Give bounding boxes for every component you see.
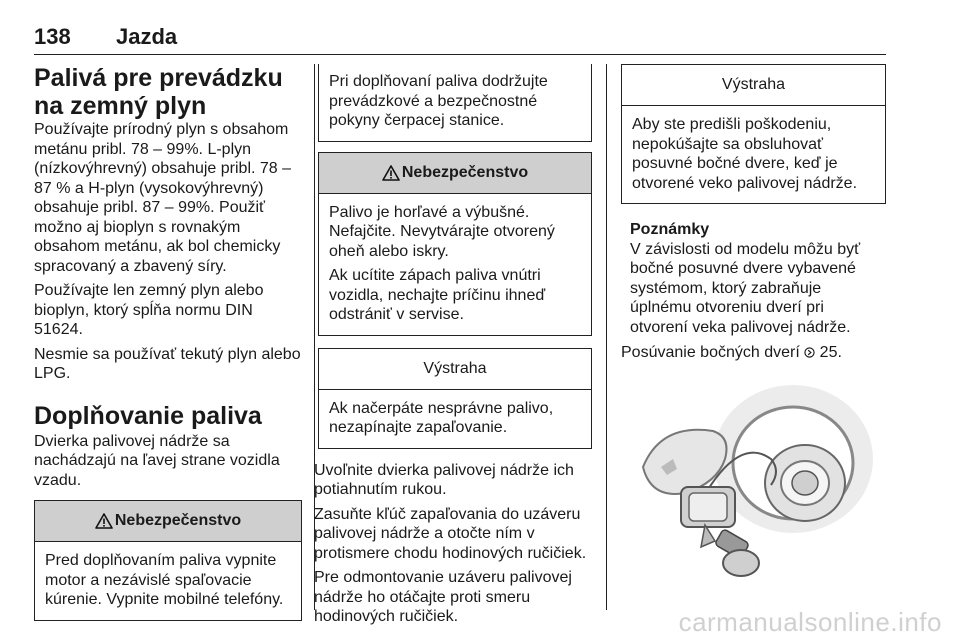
paragraph: Zasuňte kľúč zapaľovania do uzáveru palivovej nádrže a otočte ním v protismere chodu hodinových ručičiek. [314, 505, 587, 562]
paragraph: Nesmie sa používať tekutý plyn alebo LPG. [34, 345, 301, 382]
danger-box-header [319, 153, 591, 194]
danger-box-text: Pred doplňovaním paliva vypnite motor a nezávislé spaľovacie kúrenie. Vypnite mobilné telefóny. [45, 552, 284, 608]
watermark: carmanualsonline.info [678, 607, 942, 637]
column-right [621, 64, 886, 586]
danger-box-title: Nebezpečenstvo [401, 163, 529, 181]
danger-box-text: Palivo je horľavé a výbušné. Nefajčite. Nevytvárajte otvorený oheň alebo iskry. [329, 203, 555, 260]
cross-reference [621, 343, 886, 363]
paragraph: Dvierka palivovej nádrže sa nachádzajú na ľavej strane vozidla vzadu. [34, 432, 280, 489]
note-text: V závislosti od modelu môžu byť bočné posuvné dvere vybavené systémom, ktorý zabraňuje úplnému otvoreniu dverí pri otvorení veka palivovej nádrže. [630, 240, 861, 336]
safety-box-body [319, 64, 591, 141]
column-divider [606, 64, 607, 610]
warning-triangle-icon [95, 513, 113, 529]
note [621, 220, 886, 337]
fuel-cap-illustration [621, 375, 883, 581]
paragraph: Používajte prírodný plyn s obsahom metánu pribl. 78 – 99%. L-plyn (nízkovýhrevný) obsahuje pribl. 78 – 87 % a H-plyn (vysokovýhrevný) obsahuje pribl. 87 – 99%. Použiť možno aj bioplyn s rovnakým obsahom metánu, ak bol chemicky spracovaný a zbavený síry. [34, 121, 292, 275]
warning-box-body [622, 106, 885, 203]
warning-box [621, 64, 886, 204]
danger-box-title: Nebezpečenstvo [114, 512, 242, 529]
paragraph: Uvoľnite dvierka palivovej nádrže ich potiahnutím rukou. [314, 461, 574, 498]
page-reference-arrow-icon [804, 347, 815, 358]
page-header [34, 24, 886, 55]
warning-box-header [319, 349, 591, 390]
warning-triangle-icon [382, 165, 400, 181]
warning-box-header [622, 65, 885, 106]
heading-refuelling: Doplňovanie paliva [34, 401, 262, 430]
danger-box-header [35, 501, 301, 542]
danger-box [34, 500, 302, 621]
danger-box-body [319, 194, 591, 335]
page-number: 138 [34, 24, 71, 49]
danger-box-body [35, 542, 301, 620]
danger-box [318, 152, 592, 336]
paragraph: Používajte len zemný plyn alebo bioplyn, ktorý spĺňa normu DIN 51624. [34, 282, 264, 338]
cross-reference-page[interactable]: 25. [819, 344, 842, 361]
warning-box-text: Ak načerpáte nesprávne palivo, nezapínajte zapaľovanie. [329, 399, 554, 436]
warning-box-body [319, 390, 591, 448]
safety-box [318, 64, 592, 142]
safety-box-text: Pri doplňovaní paliva dodržujte prevádzkové a bezpečnostné pokyny čerpacej stanice. [329, 73, 548, 129]
warning-box-title: Výstraha [721, 76, 786, 93]
warning-box [318, 348, 592, 449]
instructions [314, 461, 592, 627]
warning-box-title: Výstraha [423, 359, 487, 377]
warning-box-text: Aby ste predišli poškodeniu, nepokúšajte sa obsluhovať posuvné bočné dvere, keď je otvorené veko palivovej nádrže. [632, 116, 858, 192]
column-middle [312, 64, 592, 627]
paragraph: Pre odmontovanie uzáveru palivovej nádrže ho otáčajte proti smeru hodinových ručičiek. [314, 569, 572, 625]
note-title: Poznámky [630, 221, 710, 238]
cross-reference-text: Posúvanie bočných dverí [621, 344, 805, 361]
section-title: Jazda [116, 24, 178, 49]
danger-box-text: Ak ucítite zápach paliva vnútri vozidla, nechajte príčinu ihneď odstrániť v servise. [329, 267, 546, 323]
heading-cng-fuels: Palivá pre prevádzku na zemný plyn [34, 64, 283, 120]
column-left [34, 64, 302, 621]
